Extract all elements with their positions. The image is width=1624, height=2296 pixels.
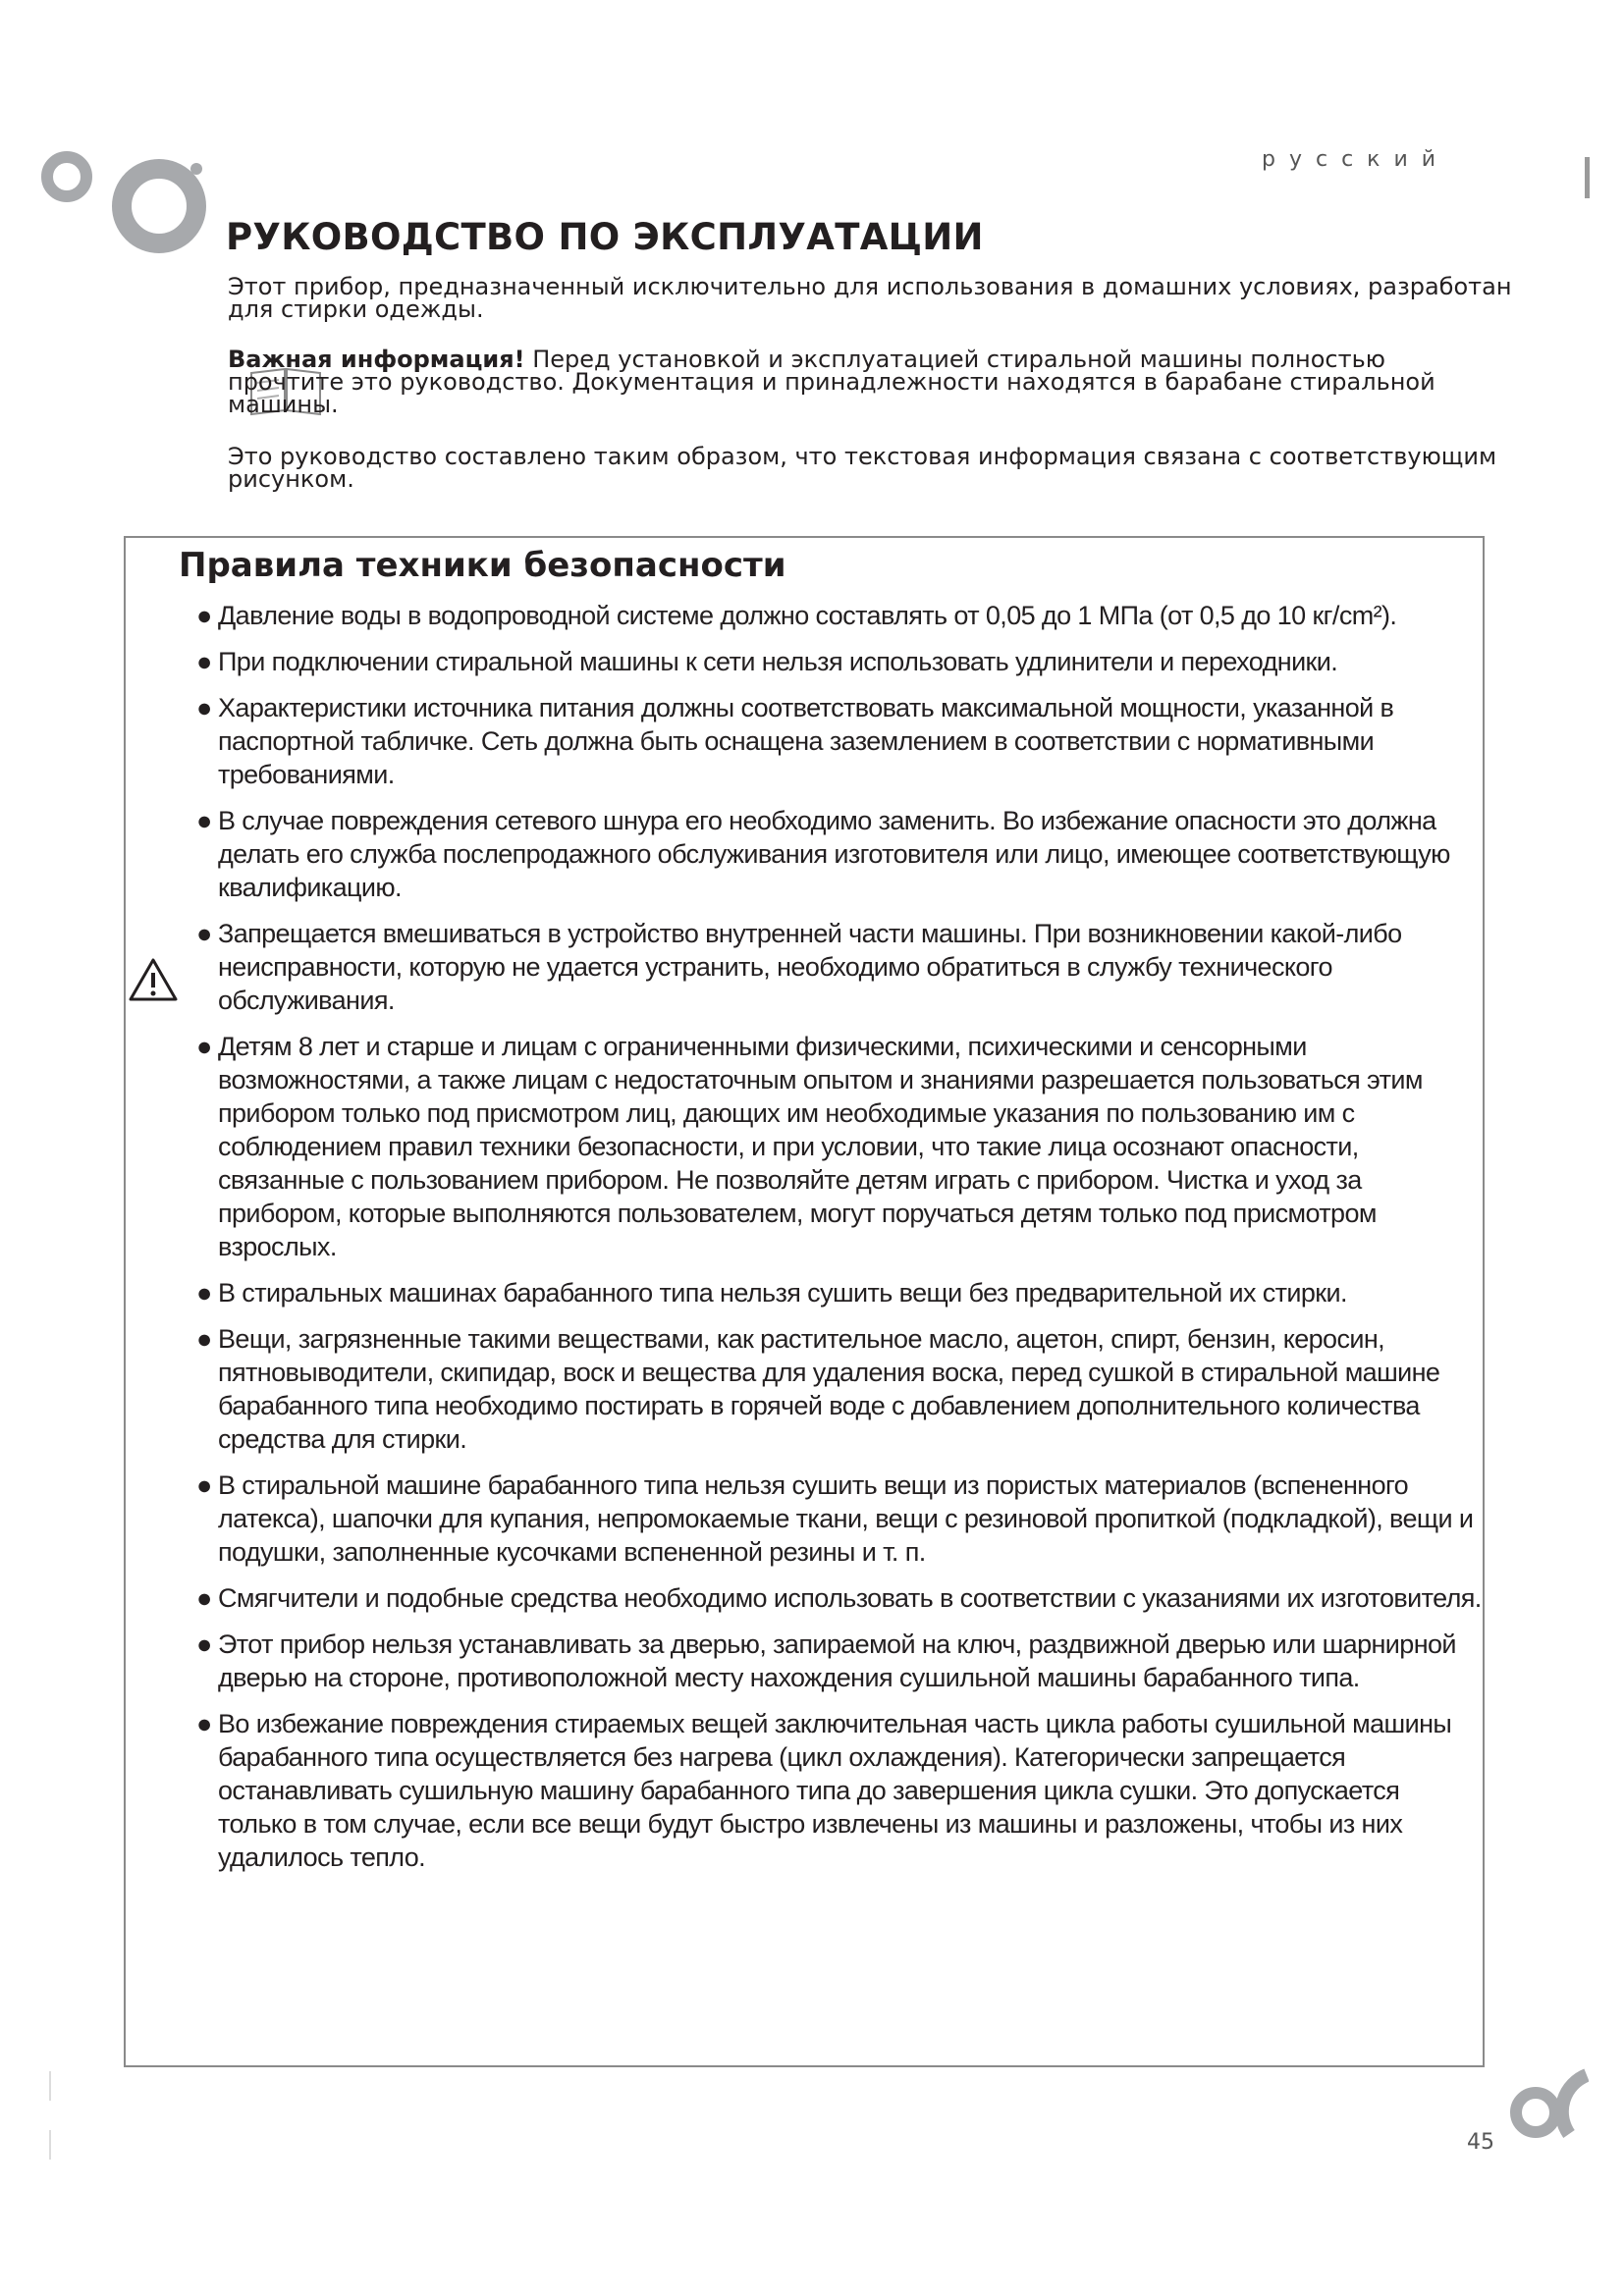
intro-paragraph: Этот прибор, предназначенный исключительно для использования в домашних условиях, разработан для стирки одежды. bbox=[228, 273, 1512, 323]
safety-rule bbox=[196, 691, 1483, 791]
safety-rule bbox=[196, 1030, 1483, 1263]
rule-text: Детям 8 лет и старше и лицам с ограниченными физическими, психическими и сенсорными возможностями, а также лицам с недостаточным опытом и знаниями разрешается пользоваться этим прибором только под присмотром лиц, дающих им необходимые указания по пользованию им с соблюдением правил техники безопасности, и при условии, что такие лица осознают опасности, связанные с пользованием прибором. Не позволяйте детям играть с прибором. Чистка и уход за прибором, которые выполняются пользователем, могут поручаться детям только под присмотром взрослых. bbox=[218, 1032, 1423, 1261]
bullet-icon: ● bbox=[196, 1709, 212, 1738]
safety-rule bbox=[196, 645, 1483, 678]
bullet-icon: ● bbox=[196, 1324, 212, 1354]
bullet-icon: ● bbox=[196, 1583, 212, 1613]
bullet-icon: ● bbox=[196, 1032, 212, 1061]
rule-text: Характеристики источника питания должны соответствовать максимальной мощности, указанной в паспортной табличке. Сеть должна быть оснащена заземлением в соответствии с нормативными требованиями. bbox=[218, 693, 1394, 789]
brand-footer-logo-icon bbox=[1500, 2065, 1589, 2154]
bullet-icon: ● bbox=[196, 693, 212, 722]
safety-rule bbox=[196, 1468, 1483, 1569]
safety-rule bbox=[196, 917, 1483, 1017]
safety-rule bbox=[196, 1707, 1483, 1874]
safety-rule bbox=[196, 1322, 1483, 1456]
bullet-icon: ● bbox=[196, 806, 212, 835]
rule-text: Давление воды в водопроводной системе должно составлять от 0,05 до 1 МПа (от 0,5 до 10 кг/cm²). bbox=[218, 601, 1397, 630]
important-label: Важная информация! bbox=[228, 346, 525, 373]
bullet-icon: ● bbox=[196, 1470, 212, 1500]
rule-text: Вещи, загрязненные такими веществами, как растительное масло, ацетон, спирт, бензин, керосин, пятновыводители, скипидар, воск и вещества для удаления воска, перед сушкой в стиральной машине барабанного типа необходимо постирать в горячей воде с добавлением дополнительного количества средства для стирки. bbox=[218, 1324, 1440, 1454]
bullet-icon: ● bbox=[196, 1629, 212, 1659]
brand-circles-logo-icon bbox=[39, 147, 236, 265]
page-edge-mark bbox=[49, 2071, 51, 2101]
rule-text: Смягчители и подобные средства необходимо использовать в соответствии с указаниями их изготовителя. bbox=[218, 1583, 1482, 1613]
safety-rule bbox=[196, 1276, 1483, 1309]
rule-text: Этот прибор нельзя устанавливать за дверью, запираемой на ключ, раздвижной дверью или шарнирной дверью на стороне, противоположной месту нахождения сушильной машины барабанного типа. bbox=[218, 1629, 1456, 1692]
rule-text: В случае повреждения сетевого шнура его необходимо заменить. Во избежание опасности это должна делать его служба послепродажного обслуживания изготовителя или лицо, имеющее соответствующую квалификацию. bbox=[218, 806, 1450, 902]
rule-text: Запрещается вмешиваться в устройство внутренней части машины. При возникновении какой-либо неисправности, которую не удается устранить, необходимо обратиться в службу технического обслуживания. bbox=[218, 919, 1402, 1015]
safety-rule bbox=[196, 599, 1483, 632]
safety-rules-list bbox=[196, 599, 1483, 1887]
important-notice bbox=[228, 348, 1445, 416]
rule-text: При подключении стиральной машины к сети нельзя использовать удлинители и переходники. bbox=[218, 647, 1338, 676]
rule-text: В стиральной машине барабанного типа нельзя сушить вещи из пористых материалов (вспененного латекса), шапочки для купания, непромокаемые ткани, вещи с резиновой пропиткой (подкладкой), вещи и подушки, заполненные кусочками вспененной резины и т. п. bbox=[218, 1470, 1474, 1567]
bullet-icon: ● bbox=[196, 647, 212, 676]
bullet-icon: ● bbox=[196, 1278, 212, 1308]
safety-rule bbox=[196, 1628, 1483, 1694]
safety-title: Правила техники безопасности bbox=[179, 546, 786, 585]
important-text: Перед установкой и эксплуатацией стиральной машины полностью прочтите это руководство. Документация и принадлежности находятся в барабане стиральной машины. bbox=[228, 346, 1435, 418]
safety-rule bbox=[196, 804, 1483, 904]
rule-text: В стиральных машинах барабанного типа нельзя сушить вещи без предварительной их стирки. bbox=[218, 1278, 1347, 1308]
bullet-icon: ● bbox=[196, 601, 212, 630]
intro-paragraph-figures: Это руководство составлено таким образом, что текстовая информация связана с соответствующим рисунком. bbox=[228, 443, 1497, 493]
warning-triangle-icon bbox=[128, 957, 179, 1002]
bullet-icon: ● bbox=[196, 919, 212, 948]
page-edge-mark bbox=[49, 2130, 51, 2160]
page-edge-mark bbox=[1585, 157, 1590, 198]
rule-text: Во избежание повреждения стираемых вещей заключительная часть цикла работы сушильной машины барабанного типа осуществляется без нагрева (цикл охлаждения). Категорически запрещается останавливать сушильную машину барабанного типа до завершения цикла сушки. Это допускается только в том случае, если все вещи будут быстро извлечены из машины и разложены, чтобы из них удалилось тепло. bbox=[218, 1709, 1452, 1872]
page-number: 45 bbox=[1467, 2130, 1494, 2155]
safety-rule bbox=[196, 1581, 1483, 1615]
page-title: РУКОВОДСТВО ПО ЭКСПЛУАТАЦИИ bbox=[226, 216, 984, 258]
language-label: русский bbox=[1262, 147, 1450, 172]
